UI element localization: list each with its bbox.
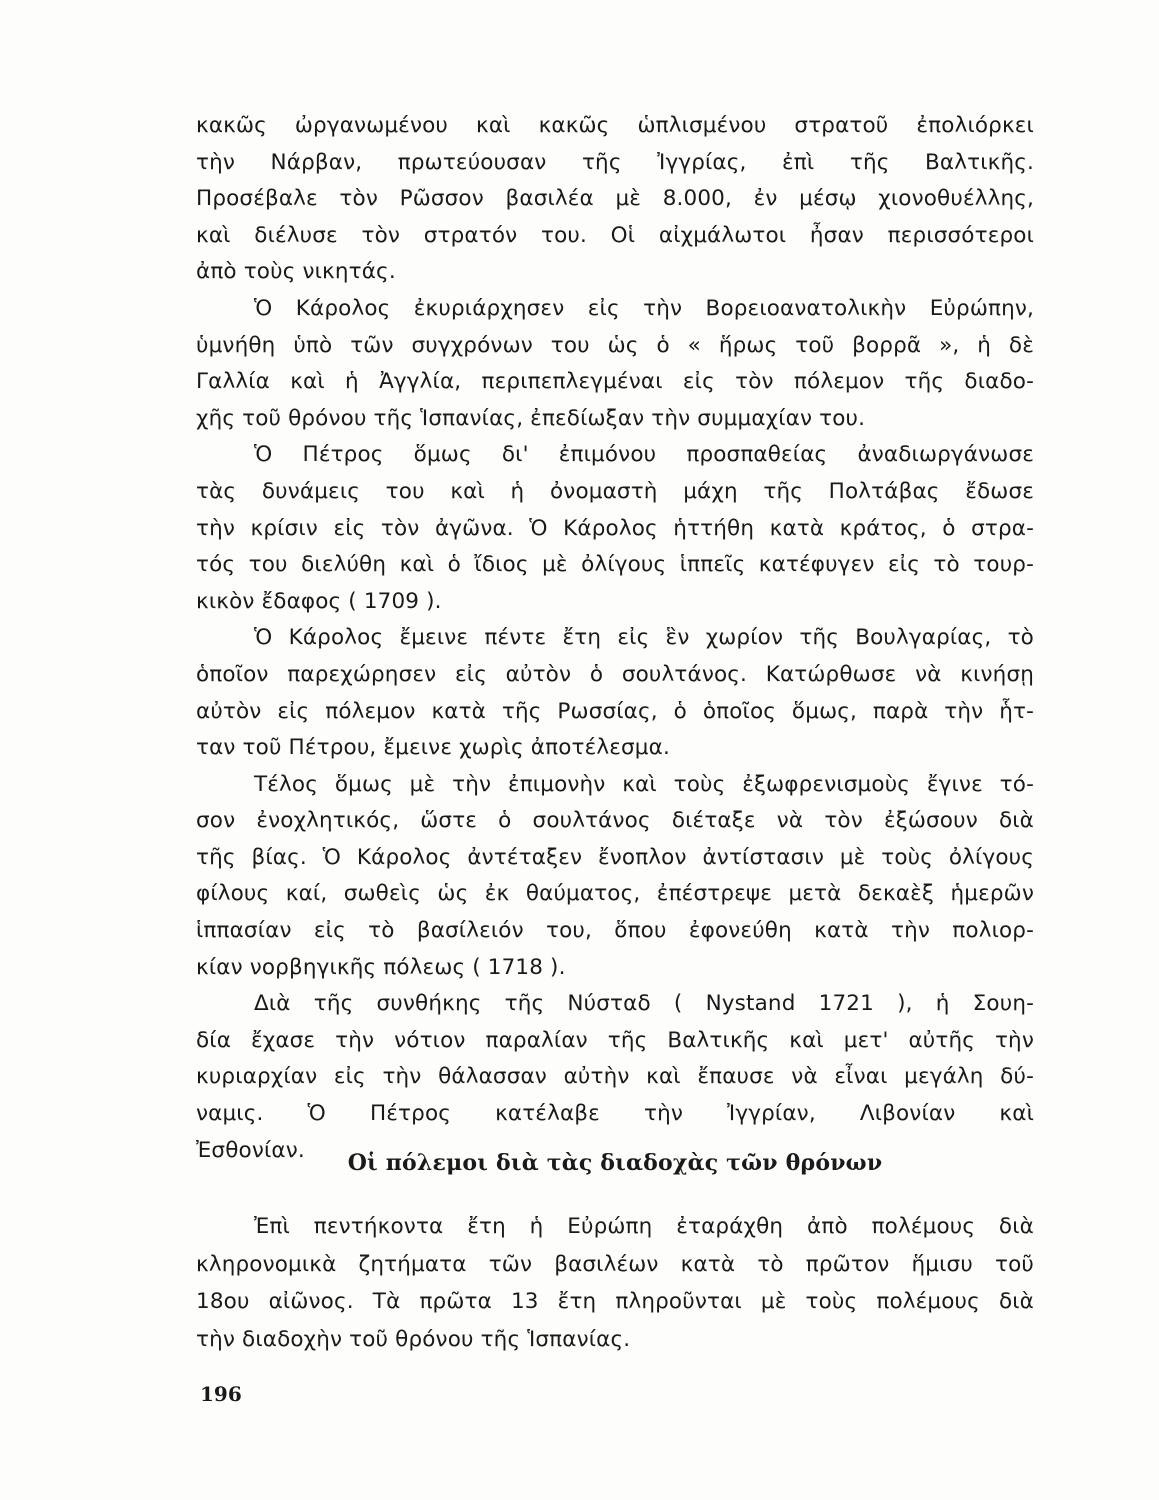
text-line: κακῶς ὠργανωμένου καὶ κακῶς ὡπλισμένου στρατοῦ ἐπολιόρκει: [196, 113, 1034, 138]
text-line: ὑμνήθη ὑπὸ τῶν συγχρόνων του ὡς ὁ « ἥρως τοῦ βορρᾶ », ἡ δὲ: [196, 332, 1034, 358]
text-line: τός του διελύθη καὶ ὁ ἴδιος μὲ ὀλίγους ἱππεῖς κατέφυγεν εἰς τὸ τουρ-: [196, 552, 1034, 578]
body-text-top: [196, 108, 1034, 1169]
text-line: τὴν διαδοχὴν τοῦ θρόνου τῆς Ἱσπανίας.: [196, 1326, 631, 1352]
text-line: Ὁ Κάρολος ἐκυριάρχησεν εἰς τὴν Βορειοανατολικὴν Εὐρώπην,: [254, 295, 1034, 321]
text-line: Ἐπὶ πεντήκοντα ἔτη ἡ Εὐρώπη ἐταράχθη ἀπὸ πολέμους διὰ: [254, 1214, 1034, 1239]
text-line: Τέλος ὅμως μὲ τὴν ἐπιμονὴν καὶ τοὺς ἐξωφρενισμοὺς ἔγινε τό-: [254, 771, 1034, 797]
text-line: ὁποῖον παρεχώρησεν εἰς αὐτὸν ὁ σουλτάνος. Κατώρθωσε νὰ κινήσῃ: [196, 661, 1034, 687]
page-number: 196: [200, 1382, 242, 1406]
text-line: φίλους καί, σωθεὶς ὡς ἐκ θαύματος, ἐπέστρεψε μετὰ δεκαὲξ ἡμερῶν: [196, 881, 1034, 907]
text-line: σον ἐνοχλητικός, ὥστε ὁ σουλτάνος διέταξε νὰ τὸν ἐξώσουν διὰ: [196, 808, 1034, 834]
text-line: ἱππασίαν εἰς τὸ βασίλειόν του, ὅπου ἐφονεύθη κατὰ τὴν πολιορ-: [196, 918, 1034, 944]
text-line: 18ου αἰῶνος. Τὰ πρῶτα 13 ἔτη πληροῦνται μὲ τοὺς πολέμους διὰ: [196, 1289, 1034, 1314]
text-line: κικὸν ἔδαφος ( 1709 ).: [196, 588, 442, 614]
text-line: τὰς δυνάμεις του καὶ ἡ ὀνομαστὴ μάχη τῆς Πολτάβας ἔδωσε: [196, 478, 1034, 504]
text-line: κληρονομικὰ ζητήματα τῶν βασιλέων κατὰ τὸ πρῶτον ἥμισυ τοῦ: [196, 1251, 1034, 1277]
text-line: αὐτὸν εἰς πόλεμον κατὰ τῆς Ρωσσίας, ὁ ὁποῖος ὅμως, παρὰ τὴν ἧτ-: [196, 698, 1034, 724]
text-line: τῆς βίας. Ὁ Κάρολος ἀντέταξεν ἔνοπλον ἀντίστασιν μὲ τοὺς ὀλίγους: [196, 844, 1034, 870]
text-line: καὶ διέλυσε τὸν στρατόν του. Οἱ αἰχμάλωτοι ἦσαν περισσότεροι: [196, 222, 1034, 248]
text-line: δία ἔχασε τὴν νότιον παραλίαν τῆς Βαλτικῆς καὶ μετ' αὐτῆς τὴν: [196, 1027, 1034, 1053]
text-line: Διὰ τῆς συνθήκης τῆς Νύσταδ ( Nystand 1721 ), ἡ Σουη-: [254, 991, 1034, 1017]
text-line: Ὁ Πέτρος ὅμως δι' ἐπιμόνου προσπαθείας ἀναδιωργάνωσε: [254, 442, 1034, 468]
text-line: Προσέβαλε τὸν Ρῶσσον βασιλέα μὲ 8.000, ἐν μέσῳ χιονοθυέλλης,: [196, 186, 1034, 212]
text-line: χῆς τοῦ θρόνου τῆς Ἱσπανίας, ἐπεδίωξαν τὴν συμμαχίαν του.: [196, 405, 866, 431]
body-text-bottom: [196, 1208, 1034, 1358]
text-line: τὴν κρίσιν εἰς τὸν ἀγῶνα. Ὁ Κάρολος ἡττήθη κατὰ κράτος, ὁ στρα-: [196, 515, 1034, 541]
text-line: ταν τοῦ Πέτρου, ἔμεινε χωρὶς ἀποτέλεσμα.: [196, 735, 670, 761]
text-line: κυριαρχίαν εἰς τὴν θάλασσαν αὐτὴν καὶ ἔπαυσε νὰ εἶναι μεγάλη δύ-: [196, 1064, 1034, 1090]
text-line: Γαλλία καὶ ἡ Ἀγγλία, περιπεπλεγμέναι εἰς τὸν πόλεμον τῆς διαδο-: [196, 369, 1034, 395]
section-heading: Οἱ πόλεμοι διὰ τὰς διαδοχὰς τῶν θρόνων: [347, 1150, 883, 1176]
text-line: κίαν νορβηγικῆς πόλεως ( 1718 ).: [196, 954, 566, 980]
text-line: τὴν Νάρβαν, πρωτεύουσαν τῆς Ἰγγρίας, ἐπὶ τῆς Βαλτικῆς.: [196, 149, 1034, 175]
text-line: Ἐσθονίαν.: [196, 1137, 305, 1163]
text-line: ἀπὸ τοὺς νικητάς.: [196, 259, 396, 285]
text-line: Ὁ Κάρολος ἔμεινε πέντε ἔτη εἰς ἓν χωρίον τῆς Βουλγαρίας, τὸ: [254, 625, 1034, 651]
text-line: ναμις. Ὁ Πέτρος κατέλαβε τὴν Ἰγγρίαν, Λιβονίαν καὶ: [196, 1101, 1034, 1127]
